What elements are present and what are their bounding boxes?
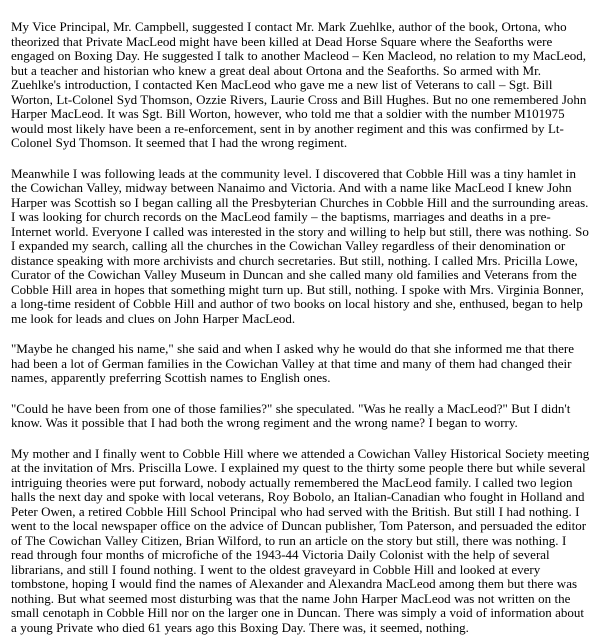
paragraph-zuehlke-veterans: My Vice Principal, Mr. Campbell, suggested I contact Mr. Mark Zuehlke, author of the book, Ortona, who theorized that Private MacLeod might have been killed at Dead Horse Square where the Seaforths were engaged on Boxing Day. He suggested I talk to another Macleod – Ken Macleod, no relation to my MacLeod, but a teacher and historian who knew a great deal about Ortona and the Seaforths. So armed with Mr. Zuehlke's introduction, I contacted Ken MacLeod who gave me a new list of Veterans to call – Sgt. Bill Worton, Lt-Colonel Syd Thomson, Ozzie Rivers, Laurie Cross and Bill Hughes. But no one remembered John Harper MacLeod. It was Sgt. Bill Worton, however, who told me that a soldier with the number M101975 would most likely have been a re-enforcement, sent in by another regiment and this was confirmed by Lt-Colonel Syd Thomson. It seemed that I had the wrong regiment. — [11, 20, 591, 151]
paragraph-cobble-hill-search: My mother and I finally went to Cobble Hill where we attended a Cowichan Valley Historical Society meeting at the invitation of Mrs. Priscilla Lowe. I explained my quest to the thirty some people there but while several intriguing theories were put forward, nobody actually remembered the MacLeod family. I called two legion halls the next day and spoke with local veterans, Roy Bobolo, an Italian-Canadian who fought in Holland and Peter Owen, a retired Cobble Hill School Principal who had served with the British. But still I had nothing. I went to the local newspaper office on the advice of Duncan publisher, Tom Paterson, and persuaded the editor of The Cowichan Valley Citizen, Brian Wilford, to run an article on the story but still, there was nothing. I read through four months of microfiche of the 1943-44 Victoria Daily Colonist with the help of several librarians, and still I found nothing. I went to the oldest graveyard in Cobble Hill and looked at every tombstone, hoping I would find the names of Alexander and Alexandra MacLeod among them but there was nothing. But what seemed most disturbing was that the name John Harper MacLeod was not written on the small cenotaph in Cobble Hill nor on the larger one in Duncan. There was simply a void of information about a young Private who died 61 years ago this Boxing Day. There was, it seemed, nothing. — [11, 447, 591, 635]
paragraph-community-leads: Meanwhile I was following leads at the community level. I discovered that Cobble Hill was a tiny hamlet in the Cowichan Valley, midway between Nanaimo and Victoria. And with a name like MacLeod I knew John Harper was Scottish so I began calling all the Presbyterian Churches in Cobble Hill and the surrounding areas. I was looking for church records on the MacLeod family – the baptisms, marriages and deaths in a pre-Internet world. Everyone I called was interested in the story and willing to help but still, there was nothing. So I expanded my search, calling all the churches in the Cowichan Valley regardless of their denomination or distance speaking with more archivists and church secretaries. But still, nothing. I called Mrs. Pricilla Lowe, Curator of the Cowichan Valley Museum in Duncan and she called many old families and Veterans from the Cobble Hill area in hopes that something might turn up. But still, nothing. I spoke with Mrs. Virginia Bonner, a long-time resident of Cobble Hill and author of two books on local history and she, enthused, began to help me look for leads and clues on John Harper MacLeod. — [11, 167, 591, 327]
paragraph-changed-name-quote: "Maybe he changed his name," she said and when I asked why he would do that she informed me that there had been a lot of German families in the Cowichan Valley at that time and many of them had changed their names, apparently preferring Scottish names to English ones. — [11, 342, 591, 386]
paragraph-wrong-name-worry: "Could he have been from one of those families?" she speculated. "Was he really a MacLeod?" But I didn't know. Was it possible that I had both the wrong regiment and the wrong name? I began to worry. — [11, 402, 591, 431]
